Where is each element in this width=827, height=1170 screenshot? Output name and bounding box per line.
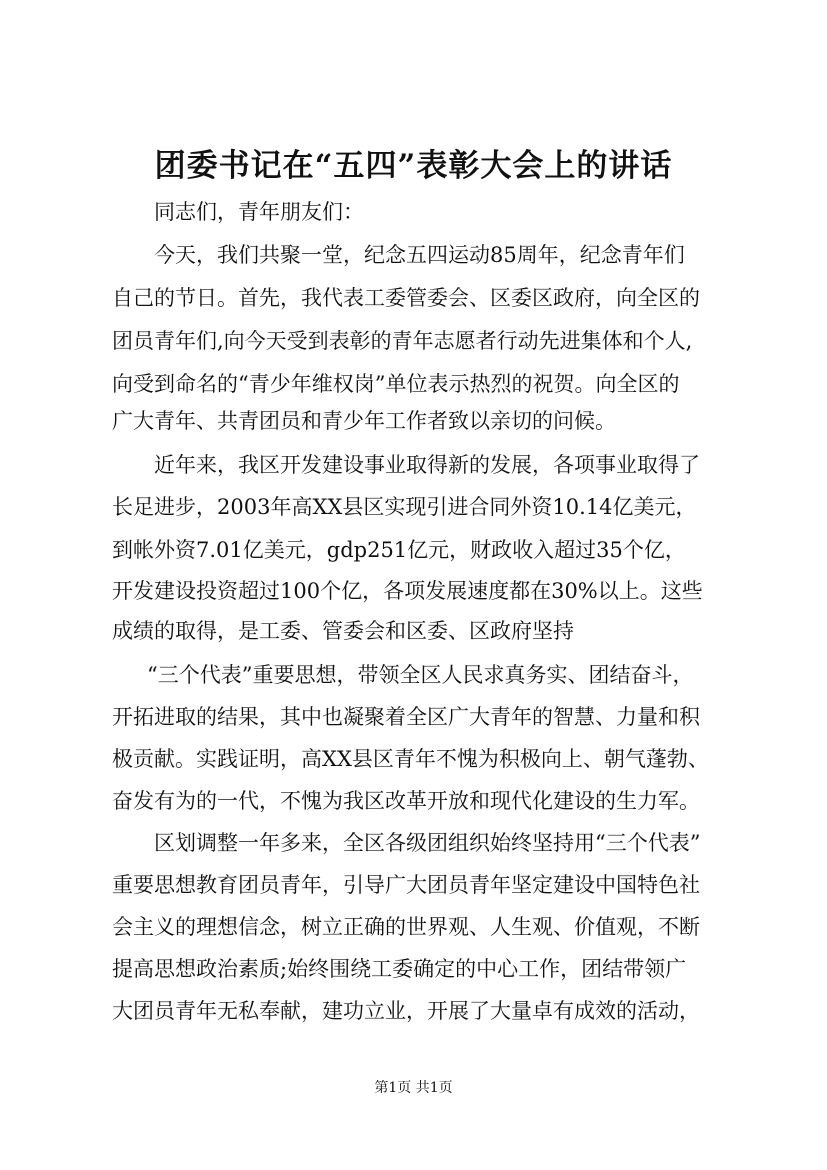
paragraph-4-line-1: 区划调整一年多来，全区各级团组织始终坚持用“三个代表” — [154, 831, 701, 855]
paragraph-2-line-4: 开发建设投资超过100个亿，各项发展速度都在30%以上。这些 — [112, 579, 703, 603]
document-title: 团委书记在“五四”表彰大会上的讲话 — [154, 148, 673, 184]
paragraph-2-line-2: 长足进步，2003年高XX县区实现引进合同外资10.14亿美元， — [112, 495, 697, 519]
salutation-line: 同志们，青年朋友们： — [154, 200, 364, 224]
paragraph-1-line-3: 团员青年们,向今天受到表彰的青年志愿者行动先进集体和个人, — [112, 329, 693, 353]
paragraph-4-line-3: 会主义的理想信念，树立正确的世界观、人生观、价值观，不断 — [112, 915, 700, 939]
paragraph-3-line-4: 奋发有为的一代，不愧为我区改革开放和现代化建设的生力军。 — [112, 789, 700, 813]
paragraph-4-line-4: 提高思想政治素质;始终围绕工委确定的中心工作，团结带领广 — [112, 957, 687, 981]
paragraph-1-line-4: 向受到命名的“青少年维权岗”单位表示热烈的祝贺。向全区的 — [112, 372, 680, 396]
paragraph-1-line-1: 今天，我们共聚一堂，纪念五四运动85周年，纪念青年们 — [154, 243, 685, 267]
paragraph-4-line-2: 重要思想教育团员青年，引导广大团员青年坚定建设中国特色社 — [112, 873, 700, 897]
paragraph-2-line-3: 到帐外资7.01亿美元，gdp251亿元，财政收入超过35个亿， — [112, 538, 686, 562]
paragraph-2-line-1: 近年来，我区开发建设事业取得新的发展，各项事业取得了 — [154, 453, 700, 477]
paragraph-1-line-5: 广大青年、共青团员和青少年工作者致以亲切的问候。 — [112, 409, 616, 433]
paragraph-4-line-5: 大团员青年无私奉献，建功立业，开展了大量卓有成效的活动， — [112, 999, 700, 1023]
paragraph-3-line-1: “三个代表”重要思想，带领全区人民求真务实、团结奋斗， — [147, 663, 694, 687]
paragraph-3-line-2: 开拓进取的结果，其中也凝聚着全区广大青年的智慧、力量和积 — [112, 705, 700, 729]
page-number-footer: 第1页 共1页 — [374, 1080, 453, 1096]
paragraph-2-line-5: 成绩的取得，是工委、管委会和区委、区政府坚持 — [112, 619, 574, 643]
paragraph-1-line-2: 自己的节日。首先，我代表工委管委会、区委区政府，向全区的 — [112, 286, 700, 310]
paragraph-3-line-3: 极贡献。实践证明，高XX县区青年不愧为积极向上、朝气蓬勃、 — [112, 747, 709, 771]
